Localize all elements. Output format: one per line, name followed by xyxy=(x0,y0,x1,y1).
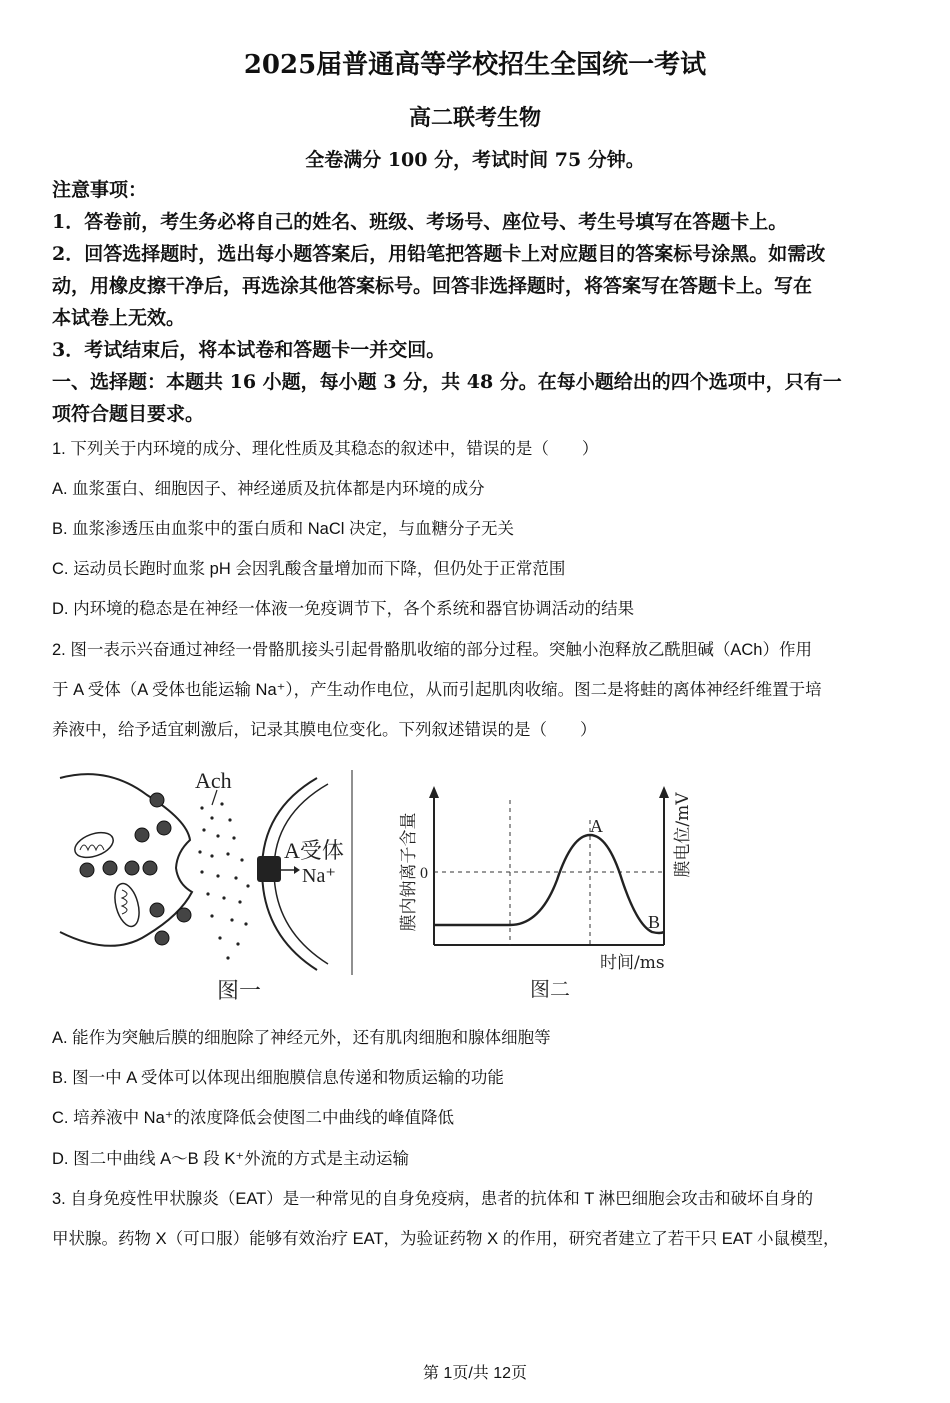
right-y-axis-arrowhead xyxy=(659,786,669,798)
mitochondrion xyxy=(111,881,144,929)
figure-2-caption: 图二 xyxy=(530,977,570,1001)
question-2-stem-line-3: 养液中，给予适宜刺激后，记录其膜电位变化。下列叙述错误的是（ ） xyxy=(52,721,597,739)
question-2-stem-line-1: 2. 图一表示兴奋通过神经一骨骼肌接头引起骨骼肌收缩的部分过程。突触小泡释放乙酰胆碱（ACh）作用 xyxy=(52,641,812,659)
vesicle xyxy=(150,793,164,807)
point-b-label: B xyxy=(648,912,661,932)
subject-title: 高二联考生物 xyxy=(408,105,541,131)
ach-label: Ach xyxy=(195,768,232,793)
notice-item-1: 1．答卷前，考生务必将自己的姓名、班级、考场号、座位号、考生号填写在答题卡上。 xyxy=(52,211,788,233)
figure-2-graph xyxy=(399,786,693,1001)
notice-item-2-line-1: 2．回答选择题时，选出每小题答案后，用铅笔把答题卡上对应题目的答案标号涂黑。如需改 xyxy=(52,243,826,265)
membrane-potential-curve xyxy=(434,835,664,933)
vesicle xyxy=(150,903,164,917)
mitochondrion-cristae xyxy=(80,845,104,850)
x-axis-label: 时间/ms xyxy=(600,953,665,973)
left-axis-label: 膜内钠离子含量 xyxy=(399,812,419,932)
a-receptor-label: A受体 xyxy=(284,838,344,863)
question-1-option-d: D. 内环境的稳态是在神经一体液一免疫调节下，各个系统和器官协调活动的结果 xyxy=(52,600,635,618)
na-label: Na⁺ xyxy=(302,865,336,887)
right-axis-label: 膜电位/mV xyxy=(673,792,693,878)
vesicle xyxy=(143,861,157,875)
notice-item-2-line-2: 动，用橡皮擦干净后，再选涂其他答案标号。回答非选择题时，将答案写在答题卡上。写在 xyxy=(52,275,813,297)
question-2-stem-line-2: 于 A 受体（A 受体也能运输 Na⁺），产生动作电位，从而引起肌肉收缩。图二是将蛙的离体神经纤维置于培 xyxy=(52,681,822,699)
question-1-option-c: C. 运动员长跑时血浆 pH 会因乳酸含量增加而下降，但仍处于正常范围 xyxy=(52,560,566,578)
figure-1-caption: 图一 xyxy=(217,979,262,1004)
zero-label: 0 xyxy=(420,865,428,882)
exam-title: 2025届普通高等学校招生全国统一考试 xyxy=(243,50,707,80)
notice-item-2-line-3: 本试卷上无效。 xyxy=(52,307,186,329)
question-1-stem: 1. 下列关于内环境的成分、理化性质及其稳态的叙述中，错误的是（ ） xyxy=(52,440,599,458)
vesicle xyxy=(103,861,117,875)
section-heading-line-2: 项符合题目要求。 xyxy=(52,403,205,425)
vesicle xyxy=(155,931,169,945)
question-2-option-c: C. 培养液中 Na⁺的浓度降低会使图二中曲线的峰值降低 xyxy=(52,1109,454,1127)
figures-svg xyxy=(52,760,752,1010)
question-3-stem-line-1: 3. 自身免疫性甲状腺炎（EAT）是一种常见的自身免疫病，患者的抗体和 T 淋巴细胞会攻击和破坏自身的 xyxy=(52,1190,814,1208)
na-arrow-head xyxy=(294,866,300,874)
score-time-line: 全卷满分 100 分，考试时间 75 分钟。 xyxy=(305,149,645,171)
question-3-stem-line-2: 甲状腺。药物 X（可口服）能够有效治疗 EAT，为验证药物 X 的作用，研究者建立了若干只 EAT 小鼠模型， xyxy=(52,1230,840,1248)
mitochondrion xyxy=(71,828,116,862)
question-2-figures xyxy=(52,760,752,1010)
question-2-option-d: D. 图二中曲线 A～B 段 K⁺外流的方式是主动运输 xyxy=(52,1150,410,1168)
presynaptic-terminal xyxy=(60,774,192,946)
left-y-axis-arrowhead xyxy=(429,786,439,798)
ach-molecules xyxy=(198,802,249,959)
section-heading-line-1: 一、选择题：本题共 16 小题，每小题 3 分，共 48 分。在每小题给出的四个选项中，只有一 xyxy=(52,371,842,393)
question-2-option-a: A. 能作为突触后膜的细胞除了神经元外，还有肌肉细胞和腺体细胞等 xyxy=(52,1029,551,1047)
page-number: 第 1页/共 12页 xyxy=(422,1365,528,1382)
notice-heading: 注意事项： xyxy=(52,179,148,201)
question-1-option-a: A. 血浆蛋白、细胞因子、神经递质及抗体都是内环境的成分 xyxy=(52,480,485,498)
vesicle xyxy=(177,908,191,922)
notice-item-3: 3．考试结束后，将本试卷和答题卡一并交回。 xyxy=(52,339,446,361)
figure-1-diagram xyxy=(60,768,352,1004)
vesicle xyxy=(80,863,94,877)
mitochondrion-cristae xyxy=(122,890,127,914)
vesicle xyxy=(135,828,149,842)
a-receptor-shape xyxy=(257,856,281,882)
vesicle xyxy=(157,821,171,835)
question-2-option-b: B. 图一中 A 受体可以体现出细胞膜信息传递和物质运输的功能 xyxy=(52,1069,504,1087)
point-a-label: A xyxy=(590,816,603,836)
question-1-option-b: B. 血浆渗透压由血浆中的蛋白质和 NaCl 决定，与血糖分子无关 xyxy=(52,520,515,538)
vesicle xyxy=(125,861,139,875)
